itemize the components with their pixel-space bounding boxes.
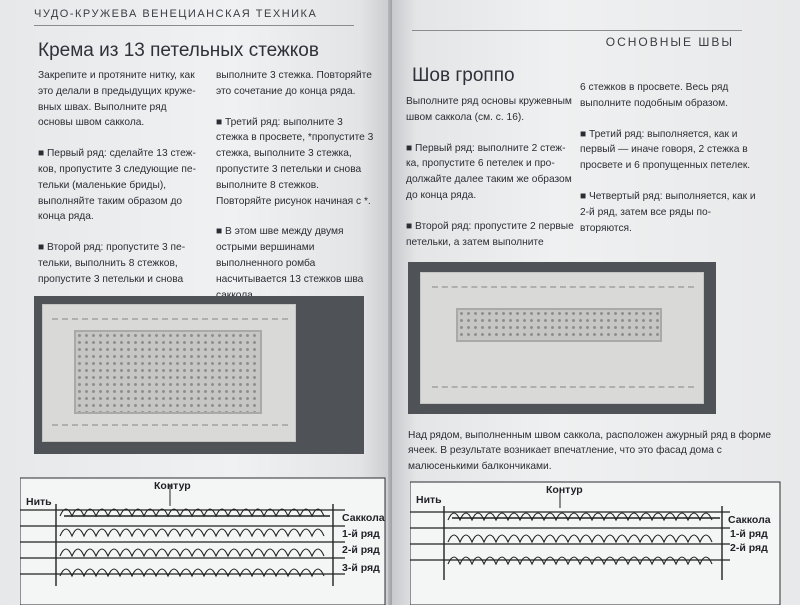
right-text-column-1	[406, 94, 574, 265]
photo-caption: Над рядом, выполненным швом саккола, расположен ажурный ряд в форме ячеек. В результате возникает впечатление, что это фасад дома с малюсенькими балкончиками.	[408, 430, 772, 472]
stitch-diagram-left	[20, 476, 392, 605]
right-page	[392, 0, 800, 605]
label-sakkola: Саккола	[342, 512, 385, 524]
paragraph: Выполните ряд основы кружевным швом саккола (см. с. 16).	[406, 96, 572, 123]
left-page	[0, 0, 392, 605]
paragraph: ■ Второй ряд: пропустите 3 петельки, выполнить 8 стежков, пропустите 3 петельки и снова	[38, 242, 186, 285]
label-nit: Нить	[416, 494, 442, 506]
paragraph: ■ В этом шве между двумя острыми вершинами выполненного ромба насчитывается 13 стежков шва	[216, 226, 364, 285]
lace-band	[74, 330, 262, 414]
label-row2: 2-й ряд	[342, 544, 380, 556]
paragraph: ■ Третий ряд: выполните 3 стежка в просвете, *пропустите 3 стежка, выполните 3 стежка, пропустите 3 петельки и снова выполните 8 стежков. Повторяйте рисунок начиная с *.	[216, 116, 374, 207]
left-text-column-2	[216, 68, 376, 318]
lace-sample-photo	[34, 296, 364, 454]
paragraph: ■ Четвертый ряд: выполняется, как и 2-й ряд, затем все ряды повторяются.	[580, 190, 756, 234]
paragraph: ■ Второй ряд: пропустите 2 первые петельки, а затем выполните	[406, 220, 574, 248]
section-title-krema: Крема из 13 петельных стежков	[38, 40, 319, 61]
paragraph: ■ Первый ряд: выполните 2 стежка, пропустите 6 петелек и продолжайте далее таким же образом до конца ряда.	[406, 142, 572, 201]
label-kontur: Контур	[154, 480, 191, 492]
paragraph: ■ Первый ряд: сделайте 13 стежков, пропустите 3 следующие петельки (маленькие бриды), выполняйте таким образом до конца ряда.	[38, 148, 196, 223]
left-text-column-1	[38, 68, 198, 303]
section-title-groppo: Шов гроппо	[412, 65, 515, 86]
running-head-left: ЧУДО-КРУЖЕВА ВЕНЕЦИАНСКАЯ ТЕХНИКА	[34, 8, 318, 20]
label-kontur: Контур	[546, 484, 583, 496]
paragraph: Закрепите и протяните нитку, как это делали в предыдущих кружевных швах. Выполните ряд основы швом саккола.	[38, 70, 196, 129]
label-sakkola: Саккола	[728, 514, 771, 526]
paragraph: 6 стежков в просвете. Весь ряд выполните подобным образом.	[580, 82, 729, 109]
header-rule-left	[34, 25, 354, 26]
right-text-column-2	[580, 80, 758, 251]
label-row1: 1-й ряд	[342, 528, 380, 540]
lace-band	[456, 308, 662, 342]
header-rule-right	[412, 30, 742, 31]
label-row3: 3-й ряд	[342, 562, 380, 574]
running-head-right: ОСНОВНЫЕ ШВЫ	[605, 35, 734, 49]
label-row1: 1-й ряд	[730, 528, 768, 540]
label-nit: Нить	[26, 496, 52, 508]
paragraph: ■ Третий ряд: выполняется, как и первый — иначе говоря, 2 стежка в просвете и 6 пропущенных петелек.	[580, 128, 751, 172]
groppo-sample-photo	[408, 262, 716, 414]
stitch-diagram-right	[410, 480, 800, 605]
paragraph: выполните 3 стежка. Повторяйте это сочетание до конца ряда.	[216, 70, 372, 97]
label-row2: 2-й ряд	[730, 542, 768, 554]
diagram-drawing	[20, 476, 392, 605]
